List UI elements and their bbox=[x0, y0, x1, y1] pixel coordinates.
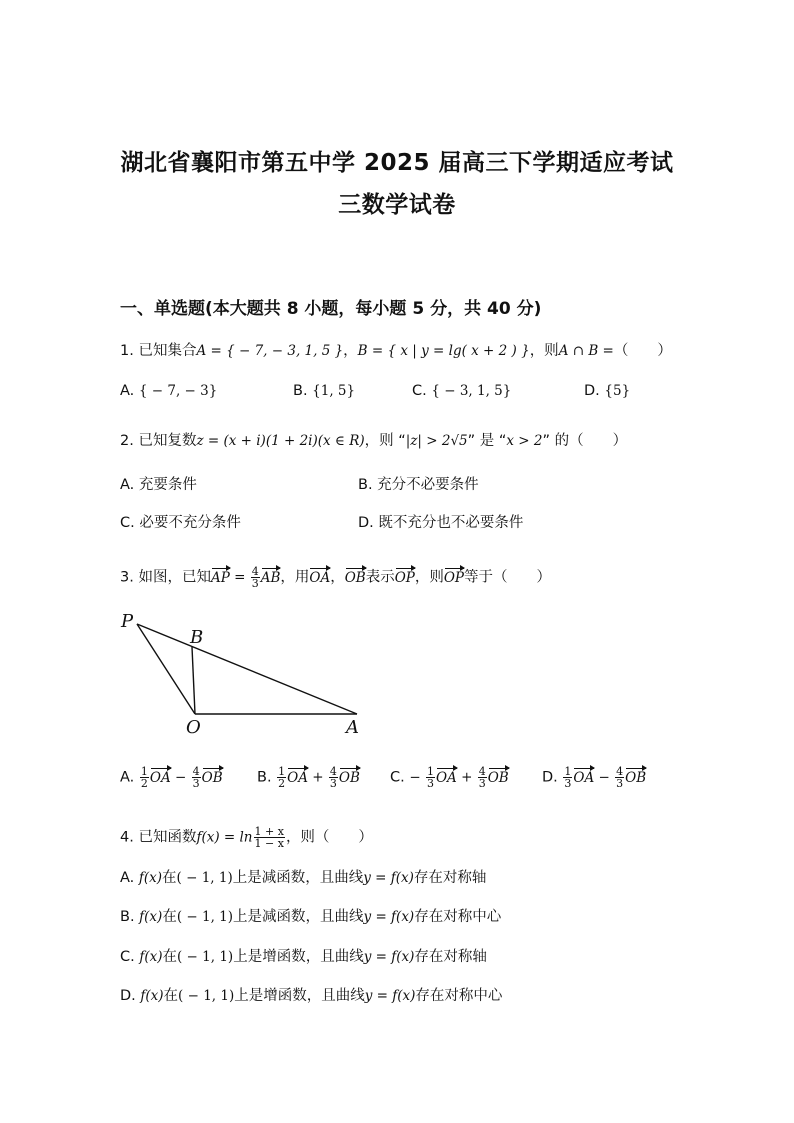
question-text: ，则 bbox=[414, 569, 444, 586]
fraction-numerator: 4 bbox=[616, 765, 624, 778]
fraction-denominator: 2 bbox=[140, 777, 148, 790]
option-text: 在 bbox=[162, 870, 177, 886]
option-text: 必要不充分条件 bbox=[139, 515, 241, 531]
fraction bbox=[329, 766, 338, 789]
question-text: 如图，已知 bbox=[138, 569, 211, 586]
math-curve: y = f(x) bbox=[363, 909, 415, 925]
option-text: 充分不必要条件 bbox=[377, 477, 479, 493]
math-intersection: A ∩ B = bbox=[558, 343, 614, 359]
question-3 bbox=[120, 566, 551, 589]
option-label: C. bbox=[390, 769, 405, 786]
option-label: C. bbox=[120, 515, 135, 531]
fraction-denominator: 3 bbox=[192, 777, 200, 790]
option-label: D. bbox=[542, 769, 558, 786]
option-text: 存在对称轴 bbox=[413, 870, 487, 886]
fraction-numerator: 1 + x bbox=[254, 825, 284, 838]
vector-op: OP bbox=[394, 569, 415, 586]
question-text: ” 是 “ bbox=[467, 433, 507, 449]
option-text: { − 3, 1, 5} bbox=[431, 383, 512, 399]
operator: − bbox=[170, 769, 191, 786]
vector-ab: AB bbox=[260, 569, 281, 586]
vector-oa: OA bbox=[309, 569, 331, 586]
vector-oa: OA bbox=[149, 769, 171, 786]
vector-oa: OA bbox=[287, 769, 308, 786]
fraction-denominator: 2 bbox=[278, 777, 286, 790]
option-d bbox=[584, 382, 630, 400]
question-text: ，则 bbox=[529, 343, 559, 359]
option-c bbox=[120, 948, 487, 966]
option-d bbox=[120, 987, 502, 1005]
point-label-o: O bbox=[186, 717, 201, 736]
math-function: f(x) = ln bbox=[196, 829, 253, 846]
fraction-denominator: 3 bbox=[478, 777, 486, 790]
fraction-numerator: 1 bbox=[140, 765, 148, 778]
option-c bbox=[120, 514, 241, 532]
question-number: 4. bbox=[120, 829, 134, 846]
math-curve: y = f(x) bbox=[364, 988, 416, 1004]
option-label: A. bbox=[120, 477, 135, 493]
fraction-denominator: 3 bbox=[426, 777, 434, 790]
fraction-denominator: 3 bbox=[329, 777, 337, 790]
document-title-line2: 三数学试卷 bbox=[338, 192, 456, 218]
fraction bbox=[478, 766, 487, 789]
vector-oa: OA bbox=[435, 769, 457, 786]
question-text: ，用 bbox=[280, 569, 310, 586]
option-b bbox=[358, 476, 479, 494]
fraction bbox=[426, 766, 435, 789]
question-text: 已知集合 bbox=[138, 343, 197, 359]
option-text: 存在对称轴 bbox=[414, 949, 487, 965]
option-text: { − 7, − 3} bbox=[138, 383, 218, 399]
option-a bbox=[120, 869, 486, 887]
fraction bbox=[192, 766, 201, 789]
question-4 bbox=[120, 826, 373, 849]
vector-ob: OB bbox=[201, 769, 223, 786]
section-heading: 一、单选题(本大题共 8 小题，每小题 5 分，共 40 分) bbox=[120, 299, 542, 319]
option-b bbox=[120, 908, 501, 926]
fraction-denominator: 3 bbox=[564, 777, 572, 790]
option-text: 上是减函数，且曲线 bbox=[232, 870, 364, 886]
option-a bbox=[120, 476, 197, 494]
vector-ob: OB bbox=[344, 569, 366, 586]
math-interval: ( − 1, 1) bbox=[176, 909, 234, 925]
separator: ， bbox=[343, 343, 358, 359]
fraction-numerator: 4 bbox=[478, 765, 486, 778]
operator: + bbox=[308, 769, 328, 786]
option-label: A. bbox=[120, 769, 135, 786]
option-label: B. bbox=[120, 909, 135, 925]
vector-op: OP bbox=[443, 569, 465, 586]
option-text: 在 bbox=[163, 988, 179, 1004]
option-label: B. bbox=[293, 383, 308, 399]
segment-pa bbox=[137, 624, 357, 714]
option-text: 上是增函数，且曲线 bbox=[234, 988, 365, 1004]
math-fx: f(x) bbox=[140, 988, 164, 1004]
option-text: {1, 5} bbox=[312, 383, 356, 399]
fraction-denominator: 3 bbox=[251, 577, 259, 590]
operator: + bbox=[456, 769, 477, 786]
option-text: 充要条件 bbox=[138, 477, 197, 493]
point-label-a: A bbox=[346, 717, 359, 736]
option-text: 在 bbox=[162, 949, 177, 965]
option-text: 存在对称中心 bbox=[415, 988, 503, 1004]
fraction-numerator: 4 bbox=[192, 765, 200, 778]
option-label: A. bbox=[120, 870, 135, 886]
option-c bbox=[412, 382, 511, 400]
question-text: ，则 “ bbox=[364, 433, 406, 449]
question-number: 2. bbox=[120, 433, 134, 449]
equals-sign: = bbox=[229, 569, 250, 586]
option-c bbox=[390, 766, 509, 789]
option-text: 存在对称中心 bbox=[414, 909, 502, 925]
option-d bbox=[358, 514, 523, 532]
question-text: 表示 bbox=[365, 569, 395, 586]
math-fx: f(x) bbox=[138, 870, 163, 886]
vector-ap: AP bbox=[210, 569, 230, 586]
math-interval: ( − 1, 1) bbox=[177, 949, 234, 965]
question-2 bbox=[120, 432, 627, 450]
fraction-denominator: 3 bbox=[616, 777, 624, 790]
math-interval: ( − 1, 1) bbox=[178, 988, 235, 1004]
math-fx: f(x) bbox=[139, 909, 163, 925]
fraction-numerator: 4 bbox=[251, 565, 259, 578]
option-b bbox=[257, 766, 360, 789]
fraction-numerator: 1 bbox=[564, 765, 572, 778]
option-b bbox=[293, 382, 355, 400]
fraction-numerator: 1 bbox=[426, 765, 434, 778]
question-text: 等于（ ） bbox=[464, 569, 552, 586]
fraction-numerator: 4 bbox=[329, 765, 337, 778]
math-condition-2: x > 2 bbox=[506, 433, 543, 449]
math-set-a: A = { − 7, − 3, 1, 5 } bbox=[196, 343, 344, 359]
triangle-figure bbox=[110, 606, 380, 736]
document-title-line1: 湖北省襄阳市第五中学 2025 届高三下学期适应考试 bbox=[120, 150, 674, 176]
segment-po bbox=[137, 624, 195, 714]
question-text: ” 的（ ） bbox=[542, 433, 628, 449]
answer-paren: （ ） bbox=[613, 343, 672, 359]
vector-ob: OB bbox=[338, 769, 360, 786]
option-text: 在 bbox=[162, 909, 177, 925]
option-label: D. bbox=[358, 515, 374, 531]
fraction-denominator: 1 − x bbox=[254, 837, 284, 850]
point-label-p: P bbox=[121, 611, 134, 632]
vector-ob: OB bbox=[487, 769, 509, 786]
option-text: 上是增函数，且曲线 bbox=[233, 949, 364, 965]
math-curve: y = f(x) bbox=[363, 870, 414, 886]
option-sign: − bbox=[409, 769, 425, 786]
point-label-b: B bbox=[190, 627, 204, 648]
option-label: C. bbox=[412, 383, 427, 399]
option-text: 上是减函数，且曲线 bbox=[233, 909, 364, 925]
fraction bbox=[615, 766, 624, 789]
option-a bbox=[120, 382, 217, 400]
option-label: C. bbox=[120, 949, 135, 965]
option-label: B. bbox=[257, 769, 272, 786]
option-label: A. bbox=[120, 383, 135, 399]
math-complex: z = (x + i)(1 + 2i)(x ∈ R) bbox=[196, 433, 365, 449]
segment-bo bbox=[192, 647, 195, 714]
option-a bbox=[120, 766, 223, 789]
vector-ob: OB bbox=[625, 769, 647, 786]
option-text: {5} bbox=[604, 383, 631, 399]
fraction bbox=[140, 766, 149, 789]
operator: − bbox=[594, 769, 615, 786]
separator: ， bbox=[330, 569, 345, 586]
option-d bbox=[542, 766, 646, 789]
fraction bbox=[563, 766, 572, 789]
question-1 bbox=[120, 342, 672, 360]
option-text: 既不充分也不必要条件 bbox=[378, 515, 524, 531]
math-set-b: B = { x | y = lg( x + 2 ) } bbox=[357, 343, 530, 359]
option-label: D. bbox=[120, 988, 136, 1004]
math-condition-1: |z| > 2√5 bbox=[405, 433, 468, 449]
math-fx: f(x) bbox=[139, 949, 163, 965]
fraction bbox=[277, 766, 286, 789]
option-label: D. bbox=[584, 383, 600, 399]
fraction-numerator: 1 bbox=[278, 765, 286, 778]
question-text: ，则（ ） bbox=[285, 829, 373, 846]
fraction bbox=[251, 566, 260, 589]
fraction bbox=[254, 826, 285, 849]
math-interval: ( − 1, 1) bbox=[176, 870, 233, 886]
question-number: 3. bbox=[120, 569, 134, 586]
question-text: 已知复数 bbox=[138, 433, 197, 449]
math-curve: y = f(x) bbox=[363, 949, 415, 965]
vector-oa: OA bbox=[573, 769, 595, 786]
question-number: 1. bbox=[120, 343, 134, 359]
option-label: B. bbox=[358, 477, 373, 493]
question-text: 已知函数 bbox=[138, 829, 197, 846]
